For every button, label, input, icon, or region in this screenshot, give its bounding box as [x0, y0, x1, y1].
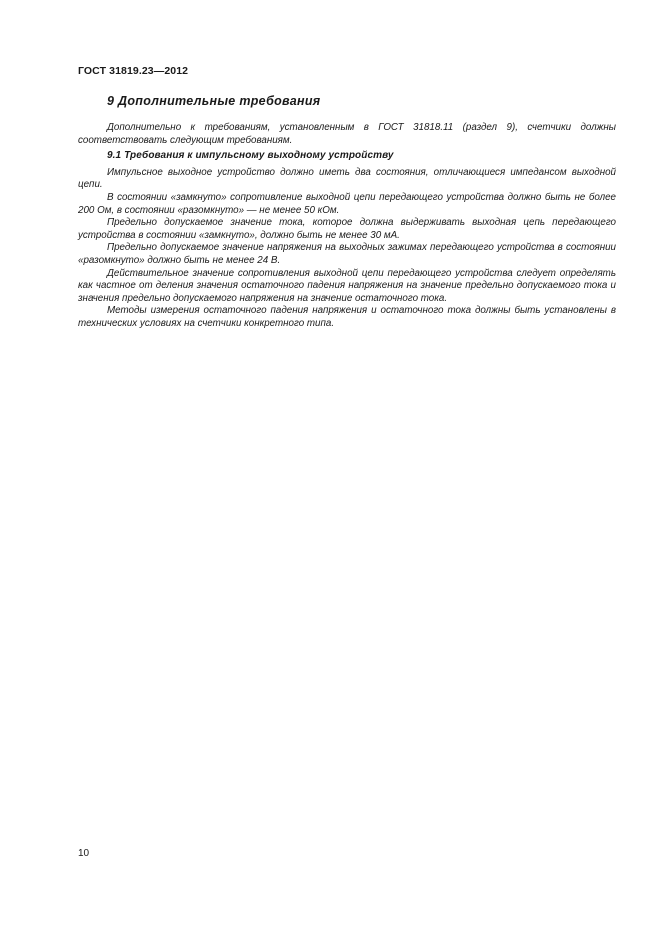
section-intro-paragraph: Дополнительно к требованиям, установленным в ГОСТ 31818.11 (раздел 9), счетчики должны соответствовать следующим требованиям.: [78, 122, 616, 146]
document-body: [78, 122, 616, 331]
section-title: 9 Дополнительные требования: [107, 94, 321, 108]
body-paragraph: Действительное значение сопротивления выходной цепи передающего устройства следует определять как частное от деления значения остаточного падения напряжения на значение предельно допускаемого тока и значения предельно допускаемого напряжения на значение остаточного тока.: [78, 267, 616, 304]
body-paragraph: Предельно допускаемое значение напряжения на выходных зажимах передающего устройства в состоянии «разомкнуто» должно быть не менее 24 В.: [78, 242, 616, 266]
body-paragraph: В состоянии «замкнуто» сопротивление выходной цепи передающего устройства должно быть не более 200 Ом, в состоянии «разомкнуто» — не менее 50 кОм.: [78, 191, 616, 216]
body-paragraph: Импульсное выходное устройство должно иметь два состояния, отличающиеся импедансом выходной цепи.: [78, 166, 616, 191]
body-paragraph: Предельно допускаемое значение тока, которое должна выдерживать выходная цепь передающего устройства в состоянии «замкнуто», должно быть не менее 30 мА.: [78, 217, 616, 241]
subsection-title: 9.1 Требования к импульсному выходному устройству: [107, 150, 394, 162]
document-id-header: ГОСТ 31819.23—2012: [78, 65, 189, 77]
body-paragraph: Методы измерения остаточного падения напряжения и остаточного тока должны быть установлены в технических условиях на счетчики конкретного типа.: [78, 305, 616, 329]
page-number: 10: [78, 848, 90, 859]
